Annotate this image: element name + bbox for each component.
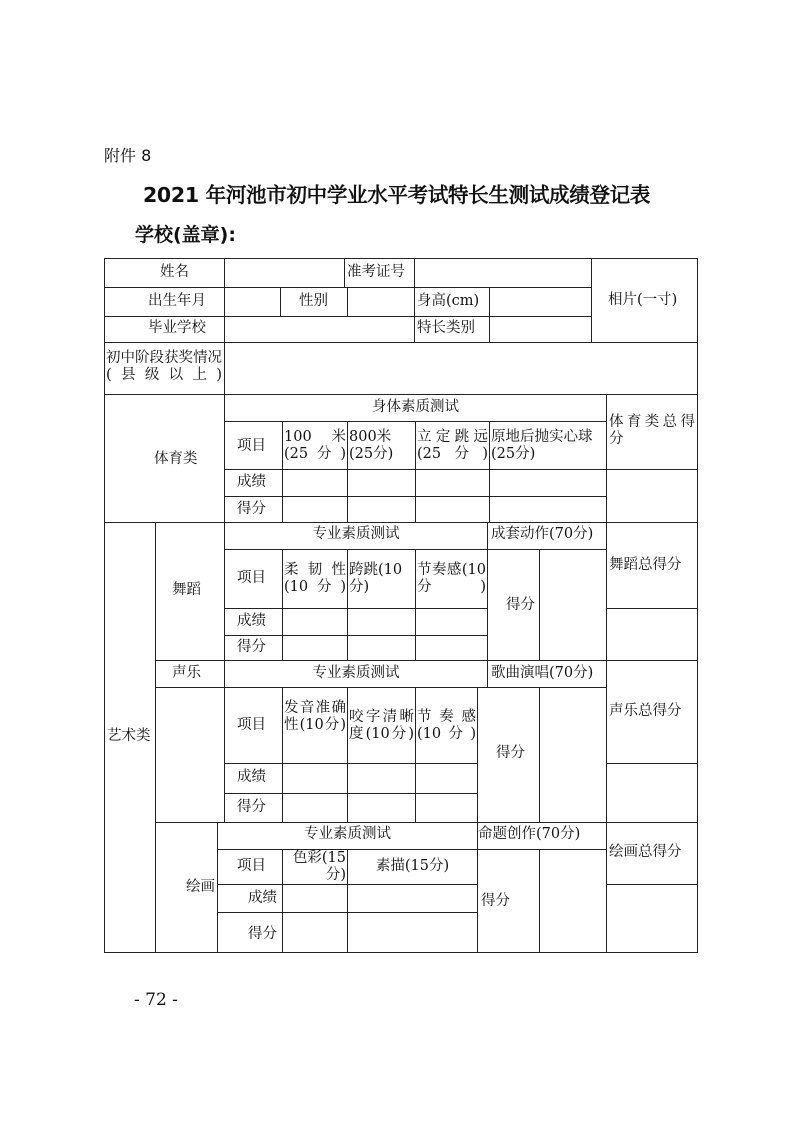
name-field[interactable] (225, 259, 344, 287)
pe-score-label: 成绩 (237, 474, 266, 490)
painting-points-label: 得分 (481, 893, 510, 909)
painting-item-label: 项目 (237, 858, 266, 874)
height-field[interactable] (490, 288, 591, 316)
graduate-school-label: 毕业学校 (148, 320, 206, 336)
page-title: 2021 年河池市初中学业水平考试特长生测试成绩登记表 (142, 183, 651, 207)
painting-score-label: 成绩 (248, 890, 277, 906)
vocal-test-rhythm: 节奏感(10分) (417, 709, 476, 742)
vocal-total-label: 声乐总得分 (609, 703, 682, 719)
dance-total-label: 舞蹈总得分 (609, 557, 682, 573)
dance-test-rhythm: 节奏感(10分) (417, 562, 486, 595)
specialty-field[interactable] (490, 317, 591, 342)
pe-test-shot-throw: 原地后抛实心球(25分) (491, 429, 593, 462)
pe-section-title: 身体素质测试 (372, 399, 459, 415)
dance-row-points-label: 得分 (237, 639, 266, 655)
vocal-points-label: 得分 (496, 745, 525, 761)
dance-item-label: 项目 (237, 570, 266, 586)
art-category-label: 艺术类 (107, 728, 151, 744)
dance-test-flexibility: 柔韧性(10分) (284, 562, 346, 595)
vocal-section-title: 专业素质测试 (312, 665, 400, 681)
vocal-label: 声乐 (172, 665, 201, 681)
exam-number-field[interactable] (415, 259, 591, 287)
attachment-label: 附件 8 (104, 146, 152, 165)
pe-points-label: 得分 (237, 501, 266, 517)
name-label: 姓名 (160, 264, 189, 280)
birth-label: 出生年月 (148, 293, 206, 309)
vocal-test-diction: 咬字清晰度(10分) (349, 709, 414, 742)
page-number: - 72 - (134, 990, 178, 1010)
gender-label: 性别 (299, 293, 328, 309)
pe-test-800m: 800米(25分) (349, 429, 394, 462)
vocal-score-label: 成绩 (237, 769, 266, 785)
pe-total-label: 体育类总得分 (609, 414, 695, 447)
dance-section-title: 专业素质测试 (312, 526, 400, 542)
birth-field[interactable] (225, 288, 280, 316)
vocal-row-points-label: 得分 (237, 799, 266, 815)
painting-total-label: 绘画总得分 (609, 844, 682, 860)
school-stamp-label: 学校(盖章): (135, 224, 236, 246)
awards-label: 初中阶段获奖情况(县级以上) (106, 350, 222, 383)
painting-test-color: 色彩(15分) (292, 850, 346, 883)
specialty-label: 特长类别 (417, 320, 475, 336)
gender-field[interactable] (348, 288, 414, 316)
pe-category-label: 体育类 (154, 451, 198, 467)
painting-row-points-label: 得分 (248, 926, 277, 942)
dance-label: 舞蹈 (172, 582, 201, 598)
photo-label: 相片(一寸) (608, 292, 678, 308)
painting-test-sketch: 素描(15分) (375, 858, 450, 874)
vocal-item-label: 项目 (237, 717, 266, 733)
pe-test-long-jump: 立定跳远(25分) (417, 429, 488, 462)
height-label: 身高(cm) (417, 293, 480, 309)
dance-score-label: 成绩 (237, 613, 266, 629)
dance-routine-label: 成套动作(70分) (491, 526, 594, 542)
vocal-test-pronunciation: 发音准确性(10分) (284, 700, 346, 733)
pe-test-100m: 100 米(25分) (284, 429, 346, 462)
exam-number-label: 准考证号 (347, 264, 405, 280)
dance-test-leap: 跨跳(10分) (349, 562, 403, 595)
painting-label: 绘画 (186, 879, 215, 895)
vocal-song-label: 歌曲演唱(70分) (491, 665, 594, 681)
pe-item-label: 项目 (237, 438, 266, 454)
painting-creation-label: 命题创作(70分) (478, 826, 581, 842)
dance-points-label: 得分 (506, 597, 535, 613)
awards-field[interactable] (225, 343, 697, 394)
painting-section-title: 专业素质测试 (304, 826, 391, 842)
graduate-school-field[interactable] (225, 317, 414, 342)
